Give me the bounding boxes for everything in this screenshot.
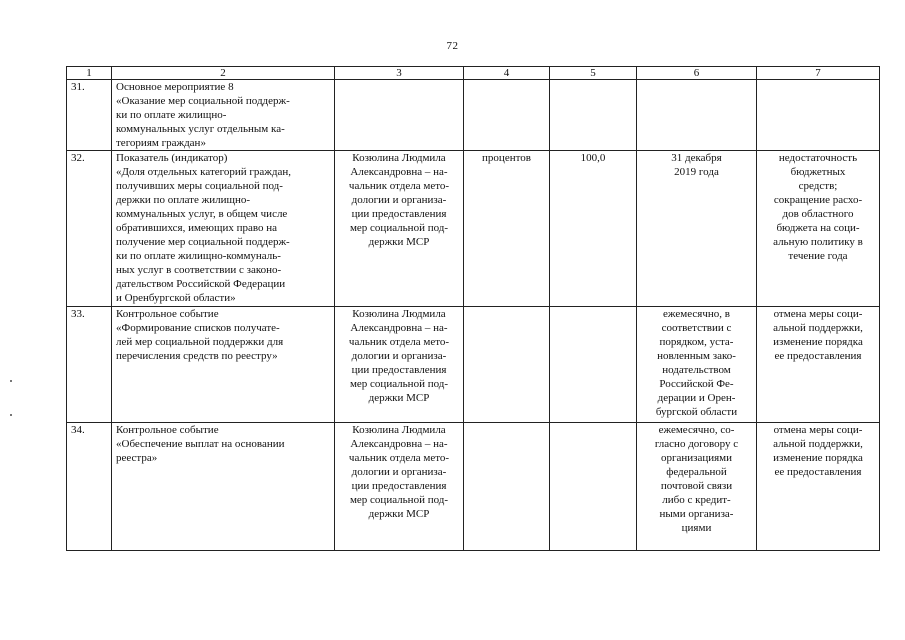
row-value bbox=[550, 307, 637, 423]
table-row bbox=[67, 80, 880, 151]
row-risk: отмена меры соци- альной поддержки, изменение порядка ее предоставления bbox=[757, 307, 880, 423]
row-responsible: Козюлина Людмила Александровна – на- чальник отдела мето- дологии и организа- ции предоставления мер социальной под- держки МСР bbox=[335, 151, 464, 307]
row-value bbox=[550, 80, 637, 151]
row-deadline: 31 декабря 2019 года bbox=[637, 151, 757, 307]
row-risk: отмена меры соци- альной поддержки, изменение порядка ее предоставления bbox=[757, 423, 880, 551]
row-deadline: ежемесячно, в соответствии с порядком, уста- новленным зако- нодательством Российской Фе- дерации и Орен- бургской области bbox=[637, 307, 757, 423]
row-deadline: ежемесячно, со- гласно договору с организациями федеральной почтовой связи либо с кредит- ными организа- циями bbox=[637, 423, 757, 551]
scan-speck bbox=[10, 380, 12, 382]
row-responsible: Козюлина Людмила Александровна – на- чальник отдела мето- дологии и организа- ции предоставления мер социальной под- держки МСР bbox=[335, 423, 464, 551]
row-unit: процентов bbox=[464, 151, 550, 307]
row-unit bbox=[464, 80, 550, 151]
page-number: 72 bbox=[446, 40, 459, 52]
header-col-5: 5 bbox=[550, 67, 637, 80]
table-row bbox=[67, 151, 880, 307]
header-col-3: 3 bbox=[335, 67, 464, 80]
row-name: Основное мероприятие 8 «Оказание мер социальной поддерж- ки по оплате жилищно- коммунальных услуг отдельным ка- тегориям граждан» bbox=[112, 80, 335, 151]
row-number: 34. bbox=[67, 423, 112, 551]
header-col-2: 2 bbox=[112, 67, 335, 80]
header-col-1: 1 bbox=[67, 67, 112, 80]
program-table bbox=[66, 66, 880, 551]
row-value bbox=[550, 423, 637, 551]
table-row bbox=[67, 423, 880, 551]
row-deadline bbox=[637, 80, 757, 151]
row-unit bbox=[464, 423, 550, 551]
row-risk: недостаточность бюджетных средств; сокращение расхо- дов областного бюджета на соци- альную политику в течение года bbox=[757, 151, 880, 307]
scan-speck bbox=[10, 414, 12, 416]
row-name: Показатель (индикатор) «Доля отдельных категорий граждан, получивших меры социальной под- держки по оплате жилищно- коммунальных услуг, в общем числе обратившихся, имеющих право на получение мер социальной поддерж- ки по оплате жилищно-коммуналь- ных услуг в соответствии с законо- дательством Российской Федерации и Оренбургской области» bbox=[112, 151, 335, 307]
header-col-7: 7 bbox=[757, 67, 880, 80]
header-row bbox=[67, 67, 880, 80]
row-number: 31. bbox=[67, 80, 112, 151]
row-responsible: Козюлина Людмила Александровна – на- чальник отдела мето- дологии и организа- ции предоставления мер социальной под- держки МСР bbox=[335, 307, 464, 423]
row-name: Контрольное событие «Обеспечение выплат на основании реестра» bbox=[112, 423, 335, 551]
row-responsible bbox=[335, 80, 464, 151]
row-name: Контрольное событие «Формирование списков получате- лей мер социальной поддержки для перечисления средств по реестру» bbox=[112, 307, 335, 423]
table-row bbox=[67, 307, 880, 423]
row-unit bbox=[464, 307, 550, 423]
header-col-6: 6 bbox=[637, 67, 757, 80]
header-col-4: 4 bbox=[464, 67, 550, 80]
row-number: 32. bbox=[67, 151, 112, 307]
row-risk bbox=[757, 80, 880, 151]
row-value: 100,0 bbox=[550, 151, 637, 307]
row-number: 33. bbox=[67, 307, 112, 423]
